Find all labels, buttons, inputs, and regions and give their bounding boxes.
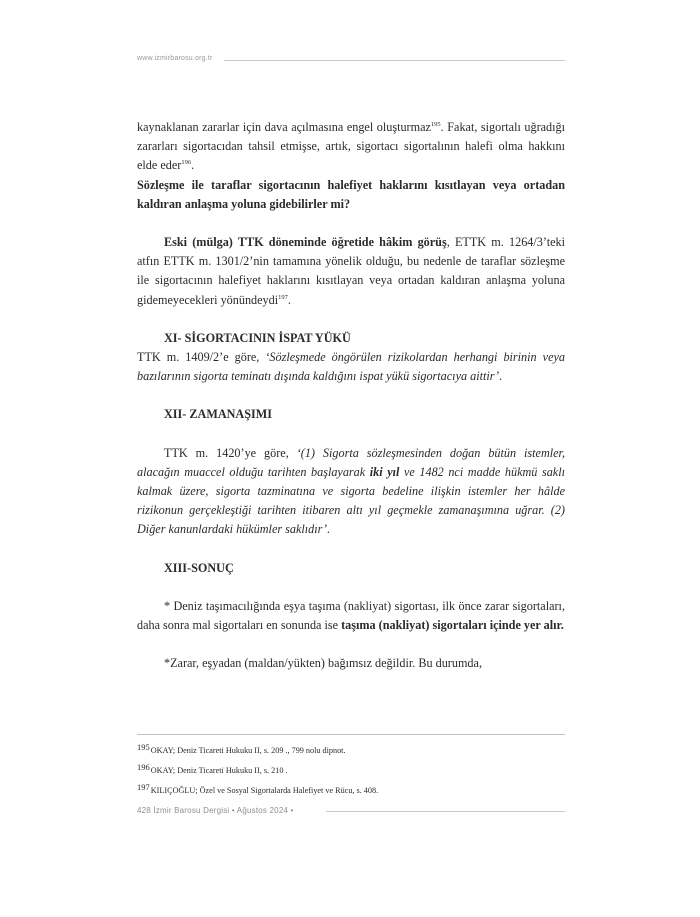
- header-rule: [224, 60, 565, 61]
- quote: ve 1482 nci madde hükmü saklı kalmak üzere, sigorta tazminatına ve sigorta bedeline ilişkin istemler her hâlde rizikonun gerçekleştiği tarihten itibaren altı yıl geçmekle zamanaşımına uğrar. (2) Diğer kanunlardaki hükümler saklıdır’: [137, 464, 565, 537]
- text: .: [191, 158, 195, 173]
- question-heading: Sözleşme ile taraflar sigortacının halefiyet haklarını kısıtlayan veya ortadan kaldıran anlaşma yoluna gidebilirler mi?: [137, 177, 565, 211]
- header-url: www.izmirbarosu.org.tr: [137, 55, 213, 62]
- text: .: [499, 369, 503, 384]
- paragraph-limitation: [137, 444, 565, 540]
- quote: ‘Sözleşmede öngörülen rizikolardan herhangi birinin veya bazılarının sigorta teminatı dışında kaldığını ispat yükü sigortacıya aittir’: [137, 350, 565, 384]
- bold-phrase: taşıma (nakliyat) sigortaları içinde yer alır.: [341, 618, 564, 633]
- page-body: [137, 118, 565, 673]
- section-heading-xii: XII- ZAMANAŞIMI: [164, 407, 272, 422]
- bold-phrase: Eski (mülga) TTK döneminde öğretide hâkim görüş: [164, 235, 447, 250]
- text: TTK m. 1420’ye göre,: [164, 445, 297, 460]
- footnote-item: [137, 781, 565, 801]
- footnote-rule: [137, 734, 565, 735]
- text: * Deniz taşımacılığında eşya taşıma (nakliyat) sigortası, ilk önce zarar sigortaları, daha sonra mal sigortaları en sonunda ise: [137, 598, 565, 633]
- text: TTK m. 1409/2’e göre,: [137, 350, 266, 365]
- section-heading-xi: XI- SİGORTACININ İSPAT YÜKÜ: [164, 330, 351, 345]
- page-footer: 428 İzmir Barosu Dergisi • Ağustos 2024 •: [137, 806, 294, 815]
- footer-rule: [326, 811, 565, 812]
- quote: ‘(1) Sigorta sözleşmesinden doğan bütün istemler, alacağın muaccel olduğu tarihten başlayarak: [137, 445, 565, 479]
- footnote-text: OKAY; Deniz Ticareti Hukuku II, s. 209 ., 799 nolu dipnot.: [150, 746, 346, 755]
- text: . Fakat, sigortalı uğradığı zararları sigortacıdan tahsil etmişse, artık, sigortacı sigortalının halefi olma hakkını elde eder: [137, 120, 565, 173]
- text: .: [287, 292, 291, 307]
- footnote-ref[interactable]: 196: [181, 159, 192, 167]
- text: .: [326, 522, 330, 537]
- paragraph-continuation: [137, 118, 565, 176]
- paragraph-burden: [137, 348, 565, 386]
- text: kaynaklanan zararlar için dava açılmasına engel oluşturmaz: [137, 120, 431, 134]
- bold-quote: iki yıl: [369, 464, 400, 479]
- footnotes: [137, 741, 565, 801]
- footnote-item: [137, 741, 565, 761]
- footnote-number: 196: [137, 762, 150, 772]
- text: , ETTK m. 1264/3’teki atfın ETTK m. 1301/2’nin tamamına yönelik olduğu, bu nedenle de taraflar sözleşme ile sigortacının halefiyet haklarını kısıtlayan veya ortadan kaldıran anlaşma yoluna gidemeyecekleri yönündeydi: [137, 235, 565, 307]
- footnote-ref[interactable]: 195: [430, 121, 441, 128]
- paragraph-old-ttk: [137, 233, 565, 310]
- paragraph-conclusion-2: *Zarar, eşyadan (maldan/yükten) bağımsız değildir. Bu durumda,: [164, 656, 482, 671]
- footnote-number: 195: [137, 742, 150, 752]
- footnote-number: 197: [137, 782, 150, 792]
- paragraph-conclusion-1: [137, 597, 565, 635]
- footnote-item: [137, 761, 565, 781]
- footnote-text: OKAY; Deniz Ticareti Hukuku II, s. 210 .: [150, 766, 288, 775]
- footnote-ref[interactable]: 197: [278, 293, 288, 301]
- footnote-text: KILIÇOĞLU; Özel ve Sosyal Sigortalarda Halefiyet ve Rücu, s. 408.: [150, 786, 379, 795]
- section-heading-xiii: XIII-SONUÇ: [164, 560, 234, 575]
